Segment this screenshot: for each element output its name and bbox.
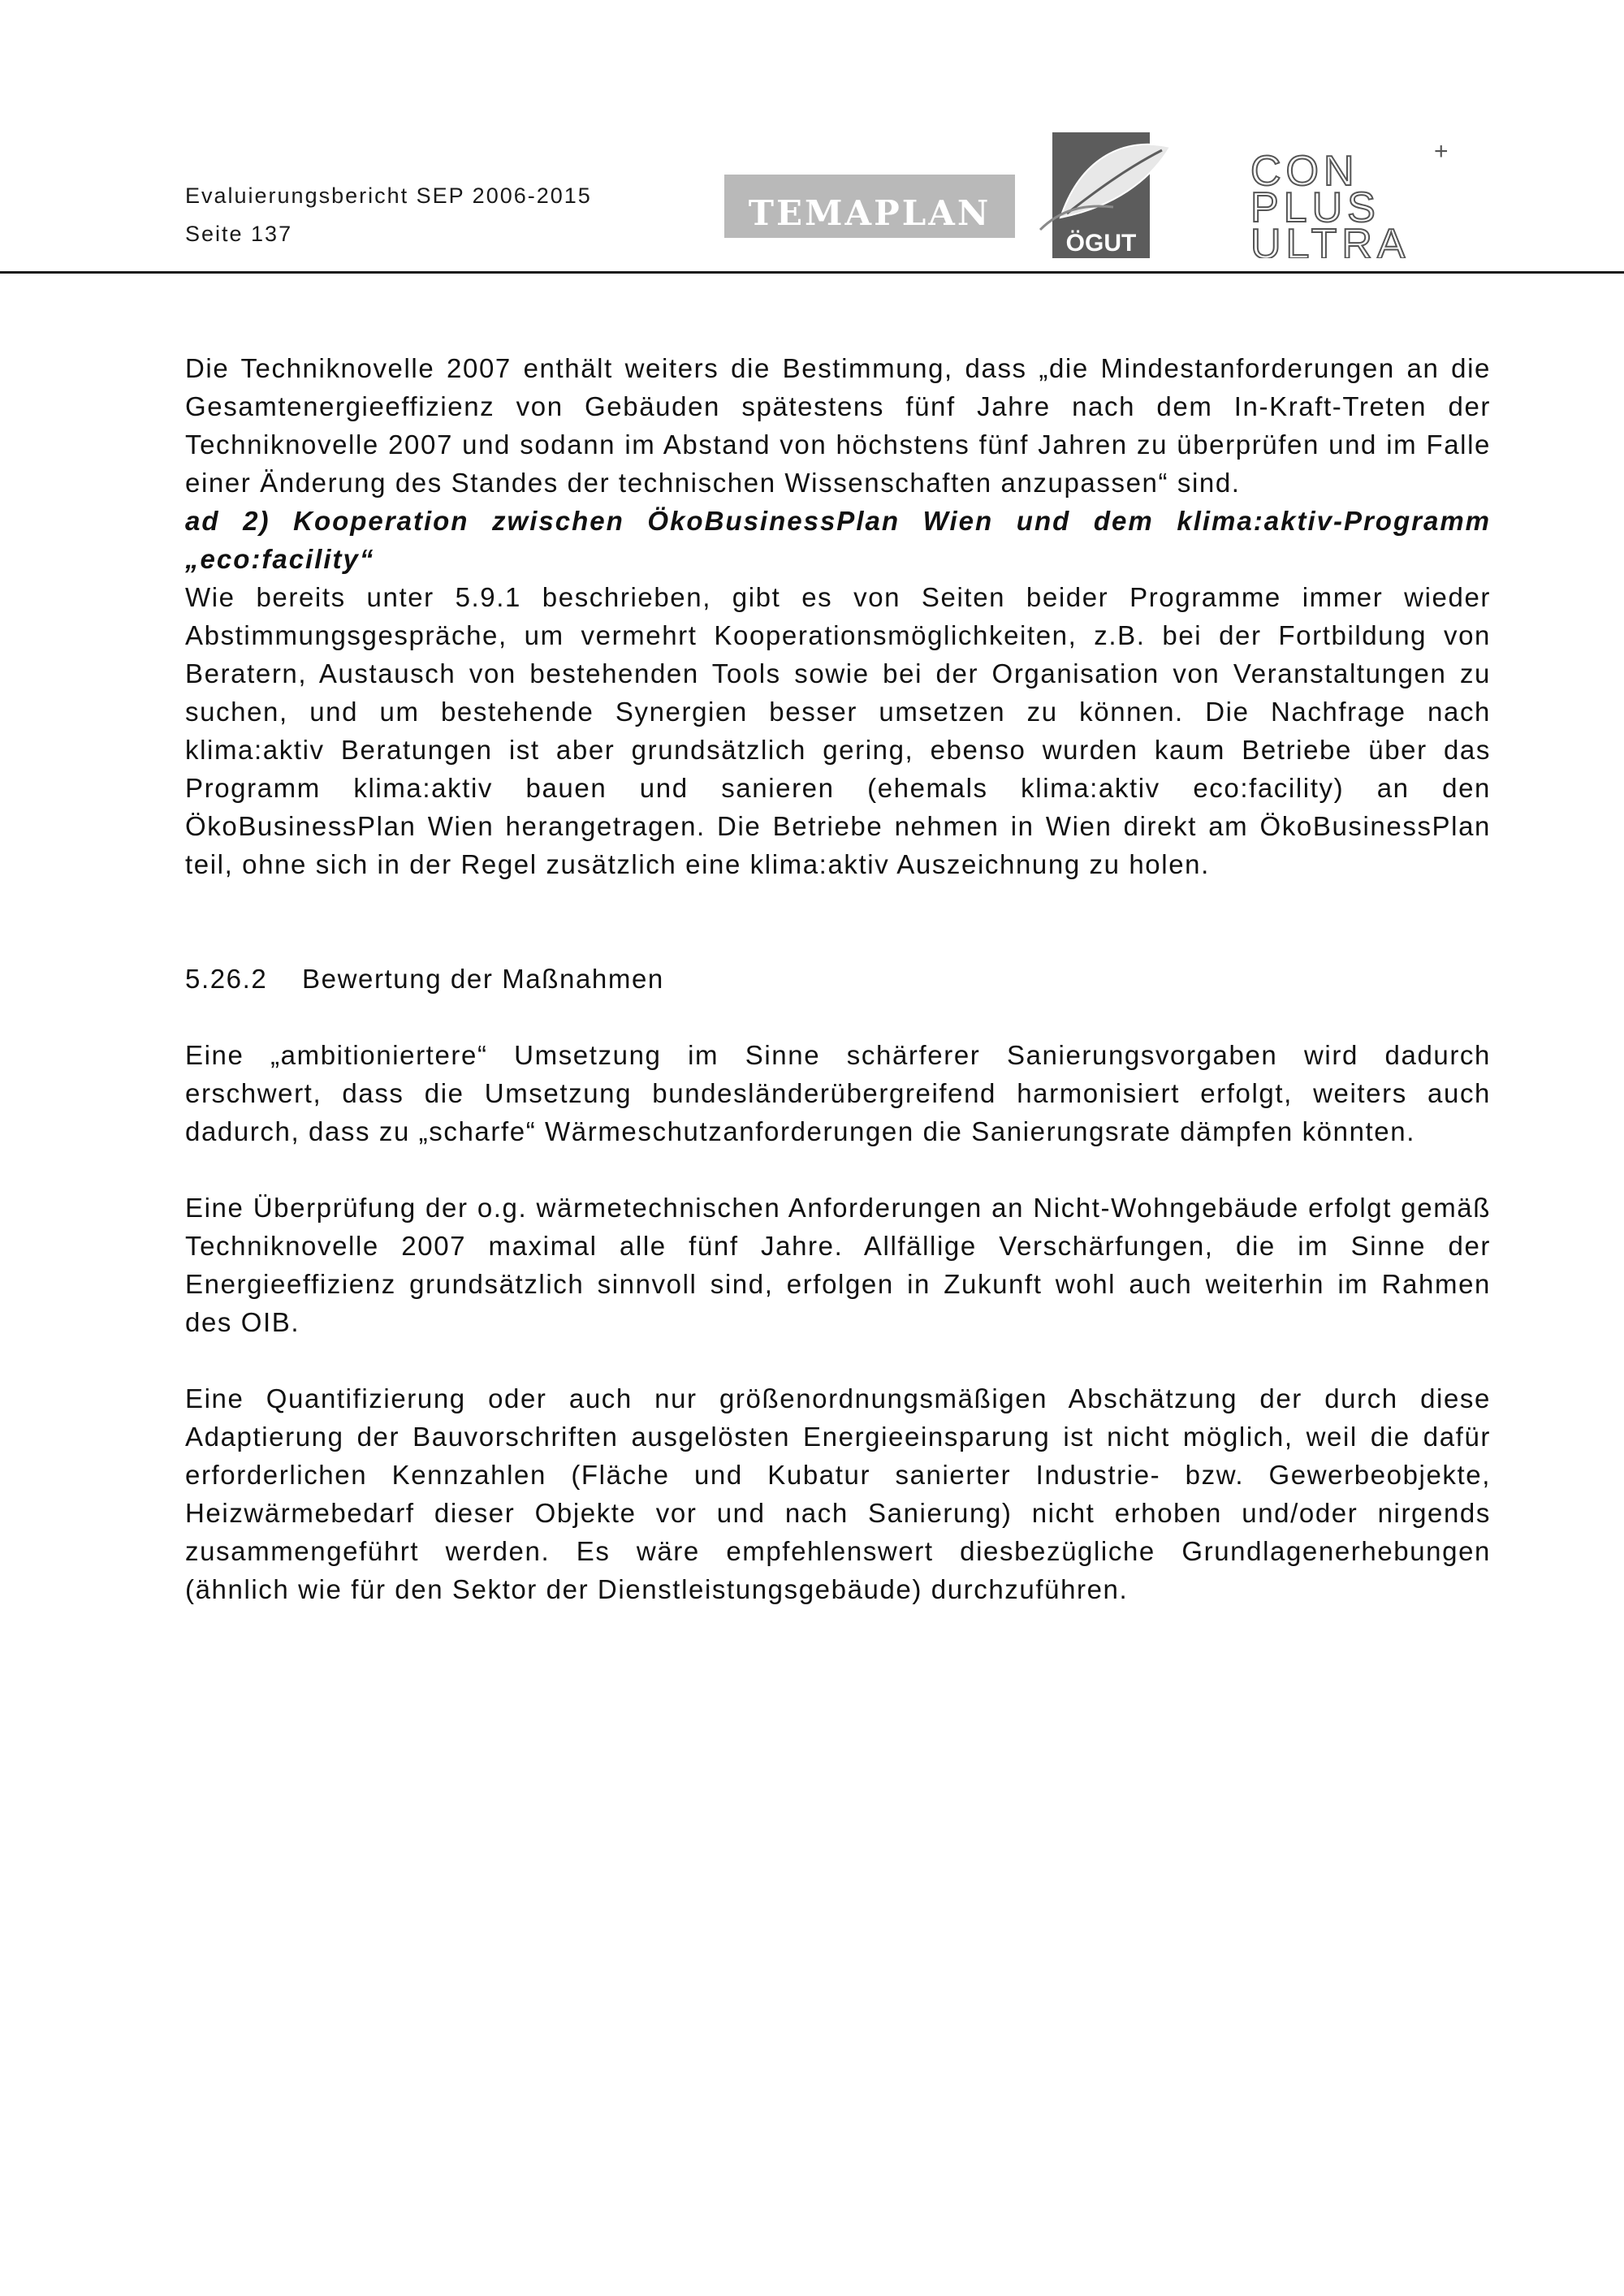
section-heading: [185, 960, 1491, 998]
cooperation-subheading: ad 2) Kooperation zwischen ÖkoBusinessPlan Wien und dem klima:aktiv-Programm „eco:facility“: [185, 506, 1491, 574]
section-title: Bewertung der Maßnahmen: [302, 964, 664, 994]
section-number: 5.26.2: [185, 964, 268, 994]
ogut-logo: [1036, 132, 1174, 258]
document-title: Evaluierungsbericht SEP 2006-2015: [185, 183, 592, 208]
ogut-logo-text: ÖGUT: [1065, 230, 1137, 257]
cpu-plus-sign: +: [1434, 138, 1449, 165]
cpu-word-con: CON: [1250, 148, 1359, 195]
header-divider: [0, 271, 1624, 274]
con-plus-ultra-logo: [1250, 136, 1453, 258]
cpu-word-plus: PLUS: [1250, 184, 1380, 231]
header-text-block: [185, 177, 592, 253]
page-content: [185, 349, 1491, 1608]
temaplan-logo-text: TEMAPLAN: [748, 193, 991, 233]
page-header: [0, 0, 1624, 274]
page-number: Seite 137: [185, 222, 293, 246]
intro-paragraph: Die Techniknovelle 2007 enthält weiters die Bestimmung, dass „die Mindestanforderungen an die Gesamtenergieeffizienz von Gebäuden spätestens fünf Jahre nach dem In-Kraft-Treten der Techniknovelle 2007 und sodann im Abstand von höchstens fünf Jahren zu überprüfen und im Falle einer Änderung des Standes der technischen Wissenschaften anzupassen“ sind.: [185, 353, 1491, 498]
cooperation-paragraph: Wie bereits unter 5.9.1 beschrieben, gibt es von Seiten beider Programme immer wieder Abstimmungsgespräche, um vermehrt Kooperationsmöglichkeiten, z.B. bei der Fortbildung von Beratern, Austausch von bestehenden Tools sowie bei der Organisation von Veranstaltungen zu suchen, und um bestehende Synergien besser umsetzen zu können. Die Nachfrage nach klima:aktiv Beratungen ist aber grundsätzlich gering, ebenso wurden kaum Betriebe über das Programm klima:aktiv bauen und sanieren (ehemals klima:aktiv eco:facility) an den ÖkoBusinessPlan Wien herangetragen. Die Betriebe nehmen in Wien direkt am ÖkoBusinessPlan teil, ohne sich in der Regel zusätzlich eine klima:aktiv Auszeichnung zu holen.: [185, 582, 1491, 879]
cpu-word-ultra: ULTRA: [1250, 221, 1410, 258]
temaplan-logo: [724, 175, 1015, 238]
assessment-paragraph: Eine „ambitioniertere“ Umsetzung im Sinne schärferer Sanierungsvorgaben wird dadurch erschwert, dass die Umsetzung bundesländerübergreifend harmonisiert erfolgt, weiters auch dadurch, dass zu „scharfe“ Wärmeschutzanforderungen die Sanierungsrate dämpfen könnten.: [185, 1040, 1491, 1146]
review-paragraph: Eine Überprüfung der o.g. wärmetechnischen Anforderungen an Nicht-Wohngebäude erfolgt gemäß Techniknovelle 2007 maximal alle fünf Jahre. Allfällige Verschärfungen, die im Sinne der Energieeffizienz grundsätzlich sinnvoll sind, erfolgen in Zukunft wohl auch weiterhin im Rahmen des OIB.: [185, 1193, 1491, 1337]
quantification-paragraph: Eine Quantifizierung oder auch nur größenordnungsmäßigen Abschätzung der durch diese Adaptierung der Bauvorschriften ausgelösten Energieeinsparung ist nicht möglich, weil die dafür erforderlichen Kennzahlen (Fläche und Kubatur sanierter Industrie- bzw. Gewerbeobjekte, Heizwärmebedarf dieser Objekte vor und nach Sanierung) nicht erhoben und/oder nirgends zusammengeführt werden. Es wäre empfehlenswert diesbezügliche Grundlagenerhebungen (ähnlich wie für den Sektor der Dienstleistungsgebäude) durchzuführen.: [185, 1383, 1491, 1604]
